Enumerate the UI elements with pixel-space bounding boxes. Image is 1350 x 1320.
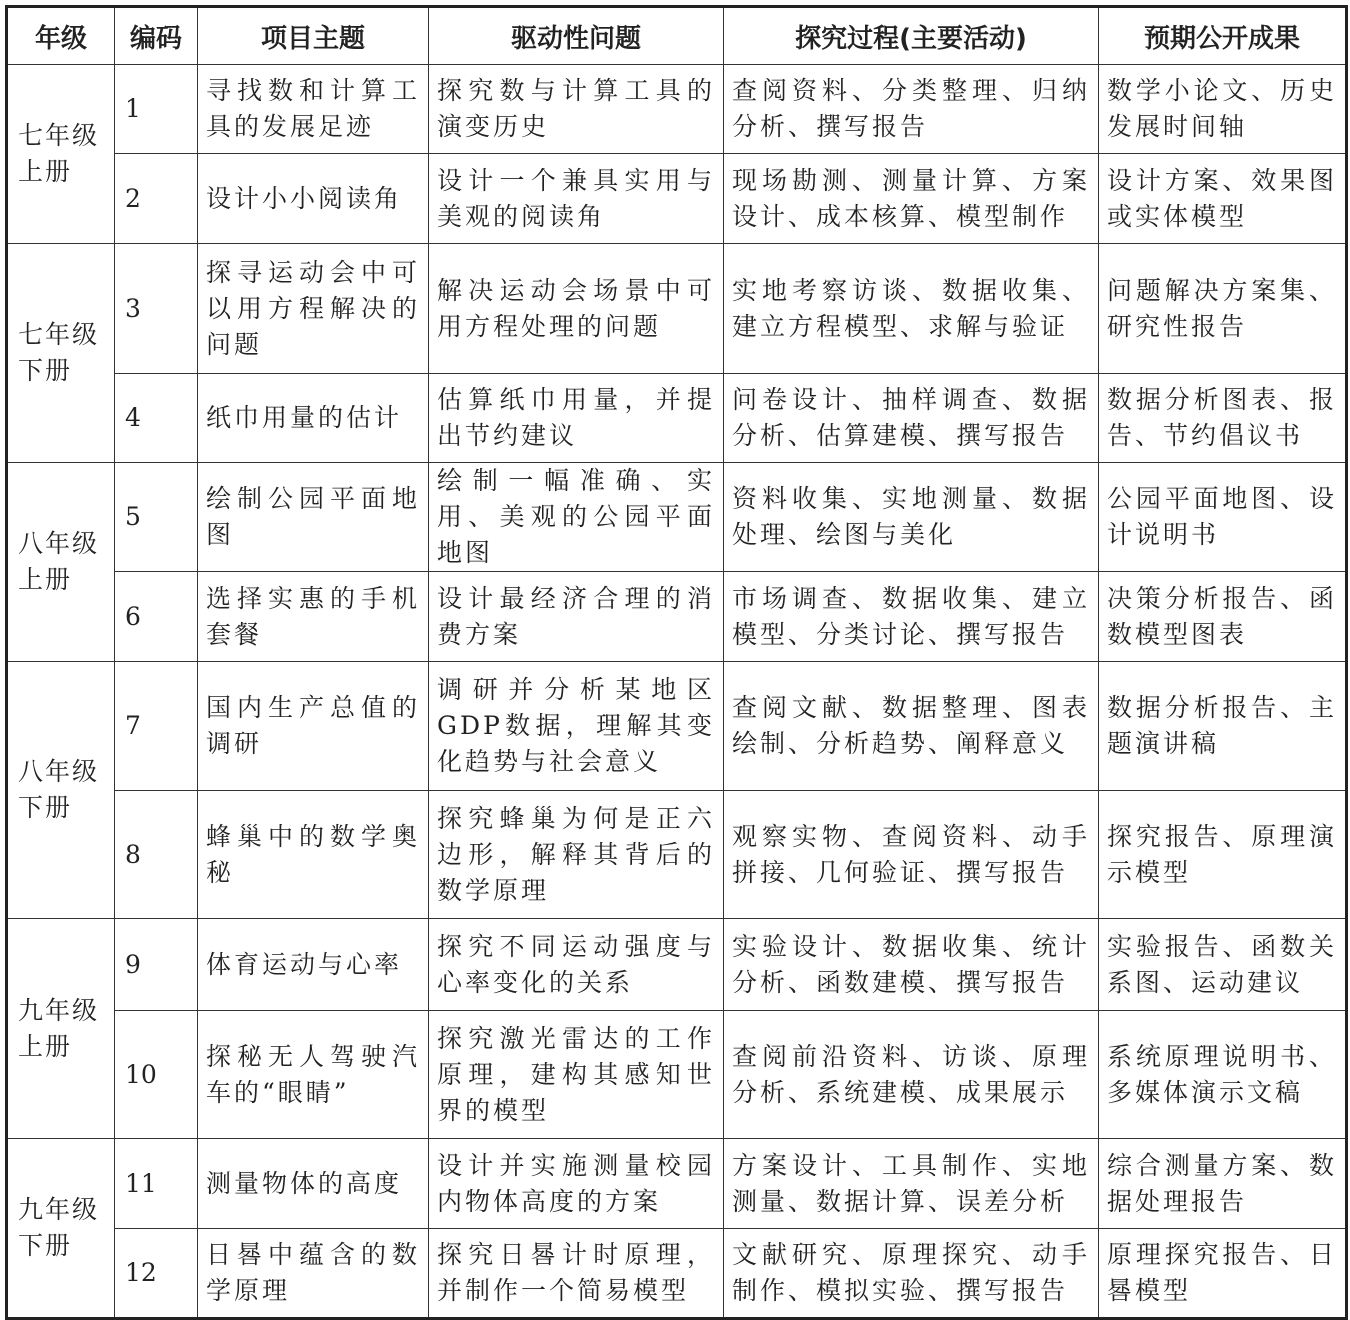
process-cell: 实验设计、数据收集、统计分析、函数建模、撰写报告 bbox=[724, 919, 1099, 1011]
grade-volume: 上册 bbox=[18, 565, 73, 594]
process-cell: 查阅文献、数据整理、图表绘制、分析趋势、阐释意义 bbox=[724, 662, 1099, 791]
code-cell: 9 bbox=[115, 919, 198, 1011]
code-cell: 11 bbox=[115, 1139, 198, 1229]
process-cell: 资料收集、实地测量、数据处理、绘图与美化 bbox=[724, 463, 1099, 572]
table-row bbox=[7, 65, 1347, 154]
table-row bbox=[7, 154, 1347, 244]
outcome-cell: 原理探究报告、日晷模型 bbox=[1099, 1229, 1347, 1319]
topic-cell: 选择实惠的手机套餐 bbox=[198, 572, 429, 662]
code-cell: 10 bbox=[115, 1011, 198, 1139]
topic-cell: 国内生产总值的调研 bbox=[198, 662, 429, 791]
grade-volume: 下册 bbox=[18, 1231, 73, 1260]
topic-cell: 纸巾用量的估计 bbox=[198, 374, 429, 463]
code-cell: 6 bbox=[115, 572, 198, 662]
grade-volume: 上册 bbox=[18, 157, 73, 186]
question-cell: 调研并分析某地区GDP数据，理解其变化趋势与社会意义 bbox=[429, 662, 724, 791]
grade-cell bbox=[7, 919, 115, 1139]
process-cell: 实地考察访谈、数据收集、建立方程模型、求解与验证 bbox=[724, 244, 1099, 374]
grade-cell bbox=[7, 463, 115, 662]
process-cell: 市场调查、数据收集、建立模型、分类讨论、撰写报告 bbox=[724, 572, 1099, 662]
process-cell: 文献研究、原理探究、动手制作、模拟实验、撰写报告 bbox=[724, 1229, 1099, 1319]
topic-cell: 探寻运动会中可以用方程解决的问题 bbox=[198, 244, 429, 374]
question-cell: 估算纸巾用量，并提出节约建议 bbox=[429, 374, 724, 463]
outcome-cell: 设计方案、效果图或实体模型 bbox=[1099, 154, 1347, 244]
grade-year: 八年级 bbox=[18, 757, 100, 786]
question-cell: 绘制一幅准确、实用、美观的公园平面地图 bbox=[429, 463, 724, 572]
grade-cell bbox=[7, 65, 115, 244]
grade-year: 七年级 bbox=[18, 320, 100, 349]
code-cell: 8 bbox=[115, 791, 198, 919]
grade-volume: 上册 bbox=[18, 1031, 73, 1061]
outcome-cell: 问题解决方案集、研究性报告 bbox=[1099, 244, 1347, 374]
outcome-cell: 系统原理说明书、多媒体演示文稿 bbox=[1099, 1011, 1347, 1139]
header-topic: 项目主题 bbox=[198, 7, 429, 65]
table-row bbox=[7, 1011, 1347, 1139]
table-row bbox=[7, 572, 1347, 662]
outcome-cell: 公园平面地图、设计说明书 bbox=[1099, 463, 1347, 572]
topic-cell: 体育运动与心率 bbox=[198, 919, 429, 1011]
process-cell: 问卷设计、抽样调查、数据分析、估算建模、撰写报告 bbox=[724, 374, 1099, 463]
outcome-cell: 综合测量方案、数据处理报告 bbox=[1099, 1139, 1347, 1229]
process-cell: 方案设计、工具制作、实地测量、数据计算、误差分析 bbox=[724, 1139, 1099, 1229]
outcome-cell: 探究报告、原理演示模型 bbox=[1099, 791, 1347, 919]
table-row bbox=[7, 919, 1347, 1011]
table-row bbox=[7, 791, 1347, 919]
grade-year: 九年级 bbox=[18, 995, 100, 1025]
table-row bbox=[7, 463, 1347, 572]
outcome-cell: 决策分析报告、函数模型图表 bbox=[1099, 572, 1347, 662]
process-cell: 查阅资料、分类整理、归纳分析、撰写报告 bbox=[724, 65, 1099, 154]
code-cell: 2 bbox=[115, 154, 198, 244]
header-process: 探究过程(主要活动) bbox=[724, 7, 1099, 65]
outcome-cell: 数据分析报告、主题演讲稿 bbox=[1099, 662, 1347, 791]
table-row bbox=[7, 1229, 1347, 1319]
table-row bbox=[7, 244, 1347, 374]
question-cell: 设计最经济合理的消费方案 bbox=[429, 572, 724, 662]
code-cell: 12 bbox=[115, 1229, 198, 1319]
question-cell: 探究激光雷达的工作原理，建构其感知世界的模型 bbox=[429, 1011, 724, 1139]
code-cell: 5 bbox=[115, 463, 198, 572]
code-cell: 1 bbox=[115, 65, 198, 154]
table-row bbox=[7, 662, 1347, 791]
topic-cell: 绘制公园平面地图 bbox=[198, 463, 429, 572]
outcome-cell: 数学小论文、历史发展时间轴 bbox=[1099, 65, 1347, 154]
process-cell: 查阅前沿资料、访谈、原理分析、系统建模、成果展示 bbox=[724, 1011, 1099, 1139]
grade-year: 九年级 bbox=[18, 1195, 100, 1224]
question-cell: 设计并实施测量校园内物体高度的方案 bbox=[429, 1139, 724, 1229]
topic-cell: 探秘无人驾驶汽车的“眼睛” bbox=[198, 1011, 429, 1139]
outcome-cell: 实验报告、函数关系图、运动建议 bbox=[1099, 919, 1347, 1011]
topic-cell: 测量物体的高度 bbox=[198, 1139, 429, 1229]
header-grade: 年级 bbox=[7, 7, 115, 65]
topic-cell: 寻找数和计算工具的发展足迹 bbox=[198, 65, 429, 154]
topic-cell: 日晷中蕴含的数学原理 bbox=[198, 1229, 429, 1319]
header-code: 编码 bbox=[115, 7, 198, 65]
question-cell: 探究不同运动强度与心率变化的关系 bbox=[429, 919, 724, 1011]
outcome-cell: 数据分析图表、报告、节约倡议书 bbox=[1099, 374, 1347, 463]
header-row bbox=[7, 7, 1347, 65]
project-table bbox=[5, 5, 1348, 1320]
question-cell: 探究蜂巢为何是正六边形，解释其背后的数学原理 bbox=[429, 791, 724, 919]
process-cell: 观察实物、查阅资料、动手拼接、几何验证、撰写报告 bbox=[724, 791, 1099, 919]
header-outcome: 预期公开成果 bbox=[1099, 7, 1347, 65]
code-cell: 4 bbox=[115, 374, 198, 463]
grade-year: 七年级 bbox=[18, 121, 100, 150]
table-row bbox=[7, 1139, 1347, 1229]
question-cell: 设计一个兼具实用与美观的阅读角 bbox=[429, 154, 724, 244]
code-cell: 3 bbox=[115, 244, 198, 374]
grade-cell bbox=[7, 244, 115, 463]
grade-volume: 下册 bbox=[18, 356, 73, 385]
question-cell: 探究日晷计时原理，并制作一个简易模型 bbox=[429, 1229, 724, 1319]
process-cell: 现场勘测、测量计算、方案设计、成本核算、模型制作 bbox=[724, 154, 1099, 244]
question-cell: 解决运动会场景中可用方程处理的问题 bbox=[429, 244, 724, 374]
question-cell: 探究数与计算工具的演变历史 bbox=[429, 65, 724, 154]
header-question: 驱动性问题 bbox=[429, 7, 724, 65]
grade-cell bbox=[7, 1139, 115, 1319]
code-cell: 7 bbox=[115, 662, 198, 791]
topic-cell: 蜂巢中的数学奥秘 bbox=[198, 791, 429, 919]
grade-year: 八年级 bbox=[18, 529, 100, 558]
grade-cell bbox=[7, 662, 115, 919]
table-row bbox=[7, 374, 1347, 463]
grade-volume: 下册 bbox=[18, 793, 73, 822]
topic-cell: 设计小小阅读角 bbox=[198, 154, 429, 244]
